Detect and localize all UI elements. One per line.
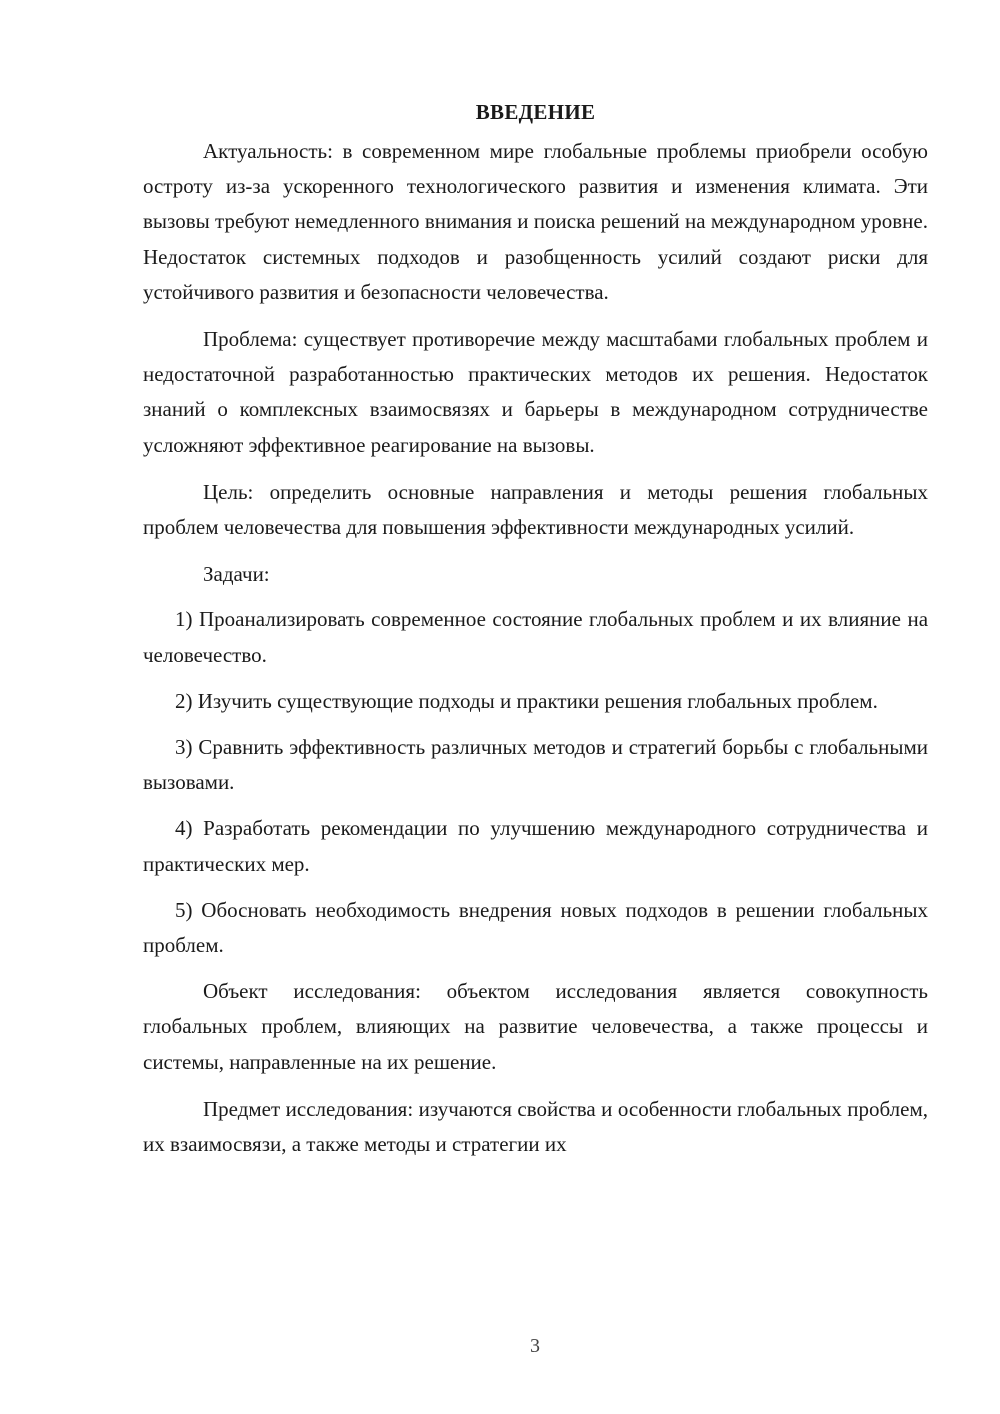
- task-item: [143, 811, 928, 881]
- goal-paragraph: Цель: определить основные направления и методы решения глобальных проблем человечества для повышения эффективности международных усилий.: [143, 479, 928, 540]
- subject-paragraph: Предмет исследования: изучаются свойства и особенности глобальных проблем, их взаимосвязи, а также методы и стратегии их: [143, 1096, 928, 1157]
- task-number: 1): [175, 607, 193, 632]
- task-item: [143, 684, 928, 719]
- relevance-paragraph: Актуальность: в современном мире глобальные проблемы приобрели особую остроту из-за ускоренного технологического развития и изменения климата. Эти вызовы требуют немедленного внимания и поиска решений на международном уровне. Недостаток системных подходов и разобщенность усилий создают риски для устойчивого развития и безопасности человечества.: [143, 139, 928, 304]
- task-item: [143, 602, 928, 672]
- task-text: Разработать рекомендации по улучшению международного сотрудничества и практических мер.: [143, 816, 928, 876]
- page-content: [143, 95, 928, 1174]
- task-item: [143, 730, 928, 800]
- task-text: Проанализировать современное состояние глобальных проблем и их влияние на человечество.: [143, 607, 929, 667]
- tasks-label: Задачи:: [203, 562, 270, 587]
- task-number: 3): [175, 735, 193, 760]
- task-number: 2): [175, 688, 193, 713]
- problem-paragraph: Проблема: существует противоречие между масштабами глобальных проблем и недостаточной разработанностью практических методов их решения. Недостаток знаний о комплексных взаимосвязях и барьеры в международном сотрудничестве усложняют эффективное реагирование на вызовы.: [143, 327, 928, 457]
- task-number: 5): [175, 897, 193, 922]
- section-heading: ВВЕДЕНИЕ: [475, 100, 596, 124]
- task-number: 4): [175, 816, 193, 841]
- object-paragraph: Объект исследования: объектом исследования является совокупность глобальных проблем, влияющих на развитие человечества, а также процессы и системы, направленные на их решение.: [143, 979, 928, 1074]
- task-text: Сравнить эффективность различных методов и стратегий борьбы с глобальными вызовами.: [143, 735, 929, 795]
- page-number: 3: [530, 1335, 540, 1357]
- task-item: [143, 893, 928, 963]
- task-text: Обосновать необходимость внедрения новых подходов в решении глобальных проблем.: [143, 897, 928, 958]
- task-text: Изучить существующие подходы и практики решения глобальных проблем.: [197, 688, 878, 713]
